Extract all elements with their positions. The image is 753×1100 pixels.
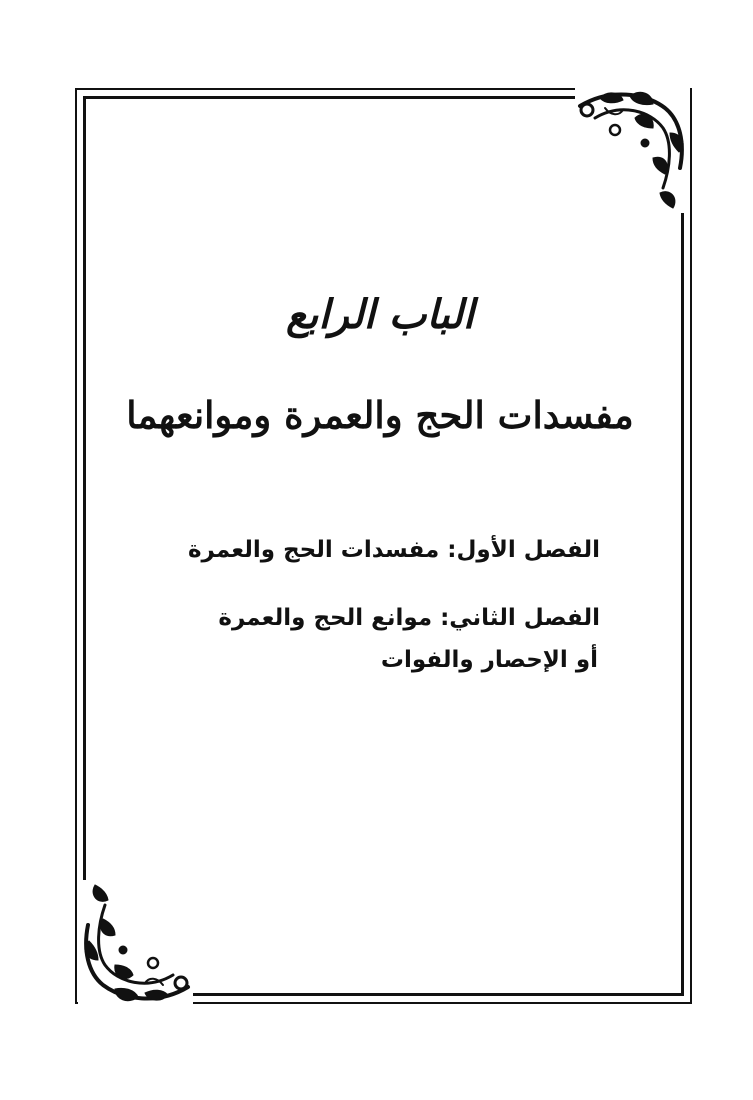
chapter-item-1: الفصل الأول: مفسدات الحج والعمرة bbox=[187, 537, 600, 563]
part-subtitle: مفسدات الحج والعمرة وموانعهما bbox=[126, 393, 634, 437]
floral-corner-icon bbox=[575, 88, 690, 213]
floral-corner-icon-svg bbox=[575, 88, 690, 213]
floral-corner-icon-svg bbox=[78, 880, 193, 1005]
chapter-item-2-continuation: أو الإحصار والفوات bbox=[380, 647, 598, 673]
chapter-item-2: الفصل الثاني: موانع الحج والعمرة bbox=[218, 605, 600, 631]
part-title: الباب الرابع bbox=[285, 291, 475, 338]
floral-corner-icon bbox=[78, 880, 193, 1005]
chapter-list bbox=[150, 530, 600, 680]
